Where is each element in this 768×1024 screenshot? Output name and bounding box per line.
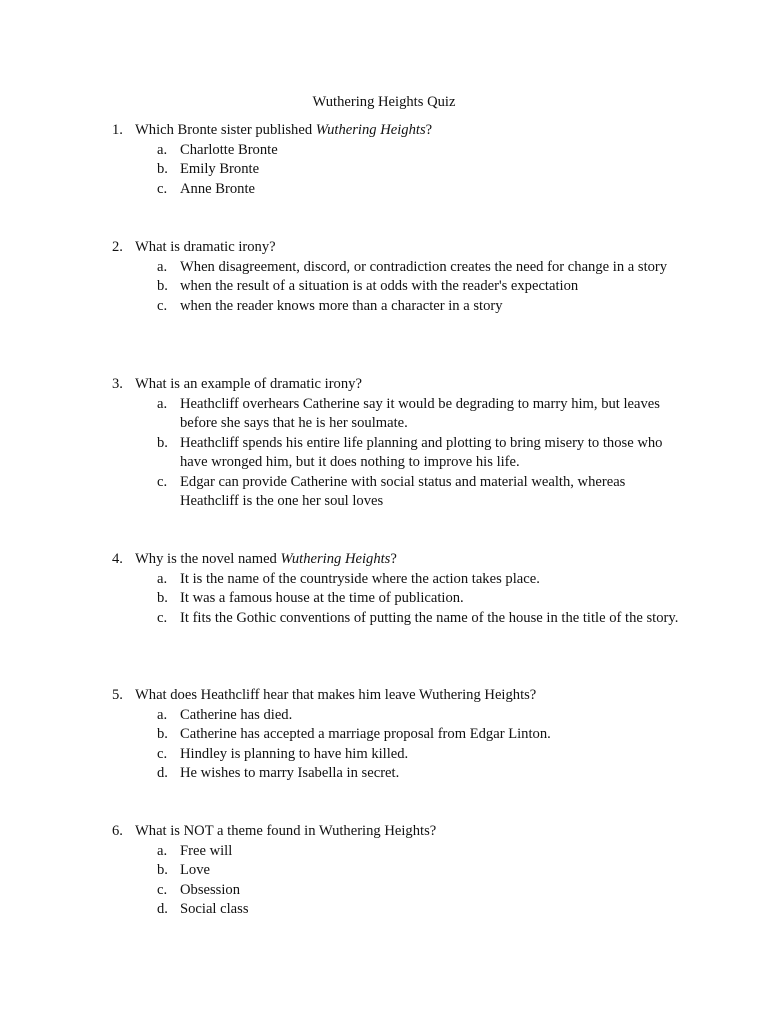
option-letter: b.: [157, 278, 168, 294]
option-letter: d.: [157, 901, 168, 917]
option-item: [0, 881, 768, 901]
question-text-end: ?: [390, 551, 397, 567]
question-4: [0, 550, 768, 628]
option-text: Catherine has died.: [180, 706, 293, 723]
option-text: When disagreement, discord, or contradiction creates the need for change in a story: [180, 258, 668, 275]
option-item: [0, 609, 768, 629]
option-letter: b.: [157, 434, 168, 451]
option-letter: b.: [157, 590, 168, 606]
option-text: Love: [180, 862, 210, 878]
option-letter: a.: [157, 570, 168, 587]
option-letter: a.: [157, 706, 168, 723]
option-list: [0, 141, 768, 200]
option-text: Social class: [180, 901, 249, 917]
quiz-title: Wuthering Heights Quiz: [312, 94, 456, 110]
option-letter: d.: [157, 765, 168, 781]
option-list: [0, 258, 768, 317]
option-item: [0, 277, 768, 297]
question-number: 5.: [112, 687, 123, 703]
question-text-italic: Wuthering Heights: [280, 551, 391, 567]
option-item: [0, 589, 768, 609]
option-item: [0, 725, 768, 745]
option-list: [0, 842, 768, 920]
question-text-start: What is NOT a theme found in Wuthering Heights?: [135, 823, 437, 839]
option-text: Heathcliff overhears Catherine say it would be degrading to marry him, but leaves before she says that he is her soulmate.: [180, 395, 660, 431]
question-text: [135, 822, 436, 842]
option-letter: a.: [157, 141, 168, 158]
option-item: [0, 434, 768, 473]
option-list: [0, 395, 768, 512]
option-text: Catherine has accepted a marriage proposal from Edgar Linton.: [180, 726, 551, 742]
option-item: [0, 141, 768, 161]
option-item: [0, 395, 768, 434]
question-number: 1.: [112, 122, 123, 138]
question-2: [0, 238, 768, 316]
question-line: [0, 121, 768, 141]
question-1: [0, 121, 768, 199]
option-text: when the reader knows more than a character in a story: [180, 297, 503, 314]
option-letter: a.: [157, 842, 168, 859]
option-item: [0, 861, 768, 881]
option-text: Obsession: [180, 881, 240, 898]
option-letter: c.: [157, 745, 168, 762]
option-letter: b.: [157, 161, 168, 177]
option-text: Anne Bronte: [180, 180, 255, 197]
option-item: [0, 706, 768, 726]
question-text: [135, 238, 276, 258]
question-text-end: ?: [425, 122, 433, 138]
option-text: Edgar can provide Catherine with social status and material wealth, whereas Heathcliff is the one her soul loves: [180, 473, 626, 509]
option-letter: c.: [157, 180, 168, 197]
question-5: [0, 686, 768, 784]
question-line: [0, 822, 768, 842]
question-number: 6.: [112, 823, 123, 839]
question-3: [0, 375, 768, 512]
question-text: [135, 550, 397, 570]
question-number: 2.: [112, 239, 123, 255]
question-line: [0, 686, 768, 706]
option-item: [0, 160, 768, 180]
question-text: [135, 686, 536, 706]
option-letter: c.: [157, 609, 168, 626]
option-text: Hindley is planning to have him killed.: [180, 745, 409, 762]
option-text: Free will: [180, 842, 233, 859]
option-item: [0, 180, 768, 200]
question-line: [0, 550, 768, 570]
question-text: [135, 121, 432, 141]
option-item: [0, 900, 768, 920]
question-text-italic: Wuthering Heights: [315, 122, 426, 138]
option-text: Emily Bronte: [180, 161, 260, 177]
option-letter: c.: [157, 473, 168, 490]
question-text-start: Why is the novel named: [135, 551, 281, 567]
option-item: [0, 570, 768, 590]
question-number: 3.: [112, 376, 123, 392]
question-6: [0, 822, 768, 920]
option-list: [0, 706, 768, 784]
option-letter: a.: [157, 395, 168, 412]
option-item: [0, 745, 768, 765]
option-letter: c.: [157, 881, 168, 898]
option-text: Heathcliff spends his entire life planning and plotting to bring misery to those who have wronged him, but it does nothing to improve his life.: [180, 434, 663, 470]
question-text-start: What does Heathcliff hear that makes him leave Wuthering Heights?: [135, 687, 537, 703]
option-list: [0, 570, 768, 629]
question-text: [135, 375, 362, 395]
option-letter: b.: [157, 726, 168, 742]
option-text: when the result of a situation is at odds with the reader's expectation: [180, 278, 579, 294]
question-text-start: Which Bronte sister published: [135, 122, 316, 138]
option-text: Charlotte Bronte: [180, 141, 278, 158]
option-letter: b.: [157, 862, 168, 878]
option-letter: c.: [157, 297, 168, 314]
question-line: [0, 238, 768, 258]
option-item: [0, 258, 768, 278]
option-item: [0, 297, 768, 317]
option-item: [0, 842, 768, 862]
option-item: [0, 473, 768, 512]
question-number: 4.: [112, 551, 123, 567]
option-text: It is the name of the countryside where the action takes place.: [180, 570, 540, 587]
option-letter: a.: [157, 258, 168, 275]
question-text-start: What is an example of dramatic irony?: [135, 376, 362, 392]
option-text: It fits the Gothic conventions of putting the name of the house in the title of the story.: [180, 609, 679, 626]
question-line: [0, 375, 768, 395]
question-text-start: What is dramatic irony?: [135, 239, 276, 255]
option-text: It was a famous house at the time of publication.: [180, 590, 464, 606]
option-item: [0, 764, 768, 784]
option-text: He wishes to marry Isabella in secret.: [180, 765, 400, 781]
